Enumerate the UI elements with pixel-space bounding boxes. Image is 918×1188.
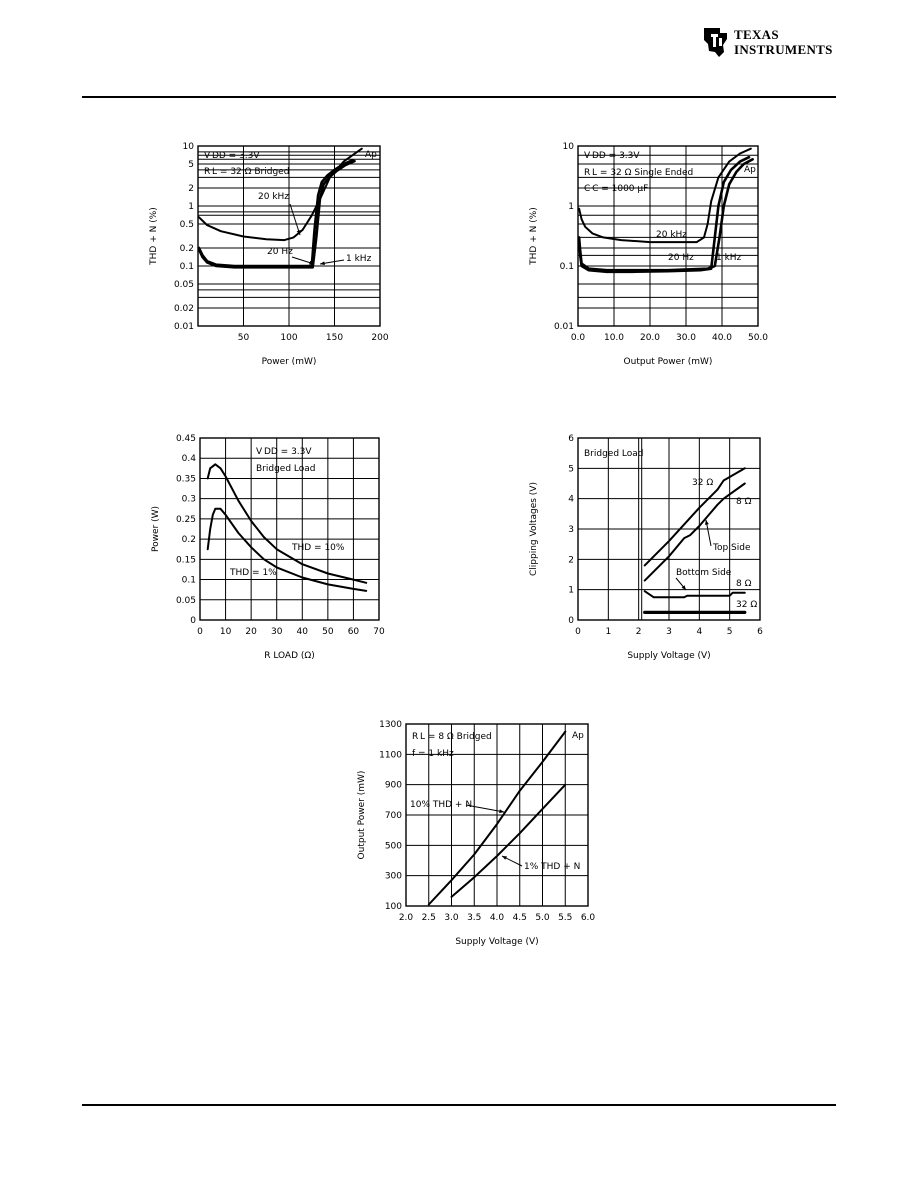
y-tick-label: 0.01	[553, 322, 574, 332]
x-tick-label: 4.0	[489, 913, 505, 923]
x-tick-label: 2.0	[398, 913, 414, 923]
x-tick-label: 50	[322, 627, 334, 637]
x-tick-label: 70	[373, 627, 385, 637]
annotation-thd1: 1% THD + N	[524, 862, 581, 872]
x-tick-label: 100	[280, 333, 298, 343]
y-tick-label: 0.05	[173, 280, 194, 291]
y-tick-label: 0.05	[175, 595, 196, 606]
y-tick-label: 300	[384, 871, 402, 882]
annotation-thd10: THD = 10%	[292, 543, 345, 553]
x-tick-label: 5.0	[535, 913, 550, 923]
y-tick-label: 0.35	[175, 474, 196, 485]
annotation-vdd: V DD = 3.3V	[204, 151, 260, 161]
y-tick-label: 700	[384, 811, 402, 821]
x-tick-label: 20.0	[639, 333, 661, 343]
y-tick-label: 0	[190, 616, 196, 626]
x-tick-label: 40	[296, 627, 309, 637]
y-axis-label: THD + N (%)	[529, 207, 539, 265]
y-tick-label: 6	[568, 434, 574, 444]
annotation-f20k: 20 kHz	[258, 192, 290, 202]
x-axis-label: Supply Voltage (V)	[455, 937, 539, 947]
annotation-bottomside: Bottom Side	[676, 568, 732, 578]
x-tick-label: 3.0	[444, 913, 459, 923]
brand-line-1: TEXAS	[734, 27, 779, 42]
x-tick-label: 3	[666, 627, 672, 637]
annotation-freq: f = 1 kHz	[412, 749, 454, 759]
x-axis-label: Power (mW)	[261, 357, 317, 367]
annotation-rl: R L = 32 Ω Bridged	[204, 167, 290, 177]
x-tick-label: 10.0	[603, 333, 625, 343]
y-axis-label: Output Power (mW)	[357, 770, 367, 860]
annotation-bridged: Bridged Load	[584, 449, 644, 459]
y-tick-label: 500	[384, 841, 402, 852]
annotation-ap: Ap	[572, 731, 584, 741]
y-tick-label: 0.1	[179, 262, 194, 272]
annotation-arrowhead	[499, 809, 504, 813]
x-tick-label: 2	[635, 627, 642, 637]
x-tick-label: 4	[696, 627, 703, 637]
y-tick-label: 4	[568, 494, 574, 505]
x-tick-label: 0	[197, 627, 203, 637]
y-axis-label: Power (W)	[151, 506, 161, 552]
y-tick-label: 0.01	[173, 322, 194, 332]
annotation-top8: 8 Ω	[736, 497, 752, 507]
annotation-thd10: 10% THD + N	[410, 800, 473, 810]
y-tick-label: 0.4	[181, 454, 196, 465]
x-tick-label: 5	[726, 627, 733, 637]
y-tick-label: 2	[188, 183, 194, 194]
x-tick-label: 0.0	[570, 333, 586, 343]
annotation-cc: C C = 1000 μF	[584, 184, 649, 194]
y-tick-label: 5	[188, 160, 194, 171]
y-tick-label: 0.25	[175, 514, 196, 525]
annotation-f20: 20 Hz	[668, 253, 694, 263]
y-tick-label: 5	[568, 464, 574, 475]
annotation-ap: Ap	[365, 150, 377, 160]
annotation-bot32: 32 Ω	[736, 600, 758, 610]
y-axis-label: Clipping Voltages (V)	[529, 482, 539, 576]
y-tick-label: 0.3	[181, 494, 196, 505]
brand-line-2: INSTRUMENTS	[734, 42, 833, 57]
y-tick-label: 1	[188, 202, 194, 212]
annotation-rl: R L = 8 Ω Bridged	[412, 732, 492, 742]
x-axis-label: R LOAD (Ω)	[264, 651, 315, 661]
y-tick-label: 0.02	[173, 303, 194, 314]
x-tick-label: 5.5	[558, 913, 573, 923]
annotation-f20: 20 Hz	[267, 247, 293, 257]
y-tick-label: 1	[568, 202, 574, 212]
y-tick-label: 1300	[379, 720, 402, 730]
x-tick-label: 200	[371, 333, 389, 343]
annotation-f1k: 1 kHz	[346, 254, 372, 264]
y-tick-label: 0.1	[559, 262, 574, 272]
y-tick-label: 10	[182, 142, 194, 152]
annotation-top32: 32 Ω	[692, 478, 714, 488]
x-tick-label: 6.0	[580, 913, 596, 923]
x-tick-label: 3.5	[467, 913, 482, 923]
y-tick-label: 10	[562, 142, 574, 152]
x-tick-label: 30.0	[675, 333, 697, 343]
y-tick-label: 900	[384, 780, 402, 791]
x-axis-label: Supply Voltage (V)	[627, 651, 711, 661]
x-tick-label: 10	[219, 627, 232, 637]
y-tick-label: 3	[568, 525, 574, 535]
x-axis-label: Output Power (mW)	[623, 357, 713, 367]
annotation-bot8: 8 Ω	[736, 579, 752, 589]
y-tick-label: 0.15	[175, 555, 196, 566]
annotation-f20k: 20 kHz	[656, 230, 688, 240]
y-tick-label: 0.45	[175, 434, 196, 444]
annotation-bridged: Bridged Load	[256, 464, 316, 474]
annotation-rl: R L = 32 Ω Single Ended	[584, 168, 694, 178]
annotation-ap: Ap	[744, 165, 756, 175]
y-tick-label: 1100	[379, 750, 402, 761]
footer-rule	[82, 1104, 836, 1106]
y-tick-label: 0.2	[181, 535, 196, 546]
x-tick-label: 6	[757, 627, 763, 637]
x-tick-label: 30	[270, 627, 283, 637]
x-tick-label: 150	[325, 333, 344, 343]
y-tick-label: 0.2	[179, 243, 194, 254]
y-axis-label: THD + N (%)	[149, 207, 159, 265]
annotation-vdd: V DD = 3.3V	[256, 447, 312, 457]
x-tick-label: 20	[245, 627, 257, 637]
y-tick-label: 0	[568, 616, 574, 626]
x-tick-label: 0	[575, 627, 581, 637]
y-tick-label: 100	[384, 902, 402, 912]
x-tick-label: 40.0	[711, 333, 733, 343]
x-tick-label: 2.5	[421, 913, 436, 923]
annotation-vdd: V DD = 3.3V	[584, 151, 640, 161]
x-tick-label: 60	[347, 627, 360, 637]
annotation-topside: Top Side	[713, 543, 751, 553]
x-tick-label: 50	[237, 333, 250, 343]
y-tick-label: 0.5	[179, 220, 194, 231]
x-tick-label: 4.5	[512, 913, 527, 923]
y-tick-label: 2	[568, 555, 574, 566]
x-tick-label: 50.0	[747, 333, 769, 343]
x-tick-label: 1	[605, 627, 612, 637]
annotation-f1k: 1 kHz	[716, 253, 742, 263]
y-tick-label: 1	[568, 585, 574, 596]
annotation-thd1: THD = 1%	[230, 568, 277, 578]
y-tick-label: 0.1	[181, 575, 196, 586]
